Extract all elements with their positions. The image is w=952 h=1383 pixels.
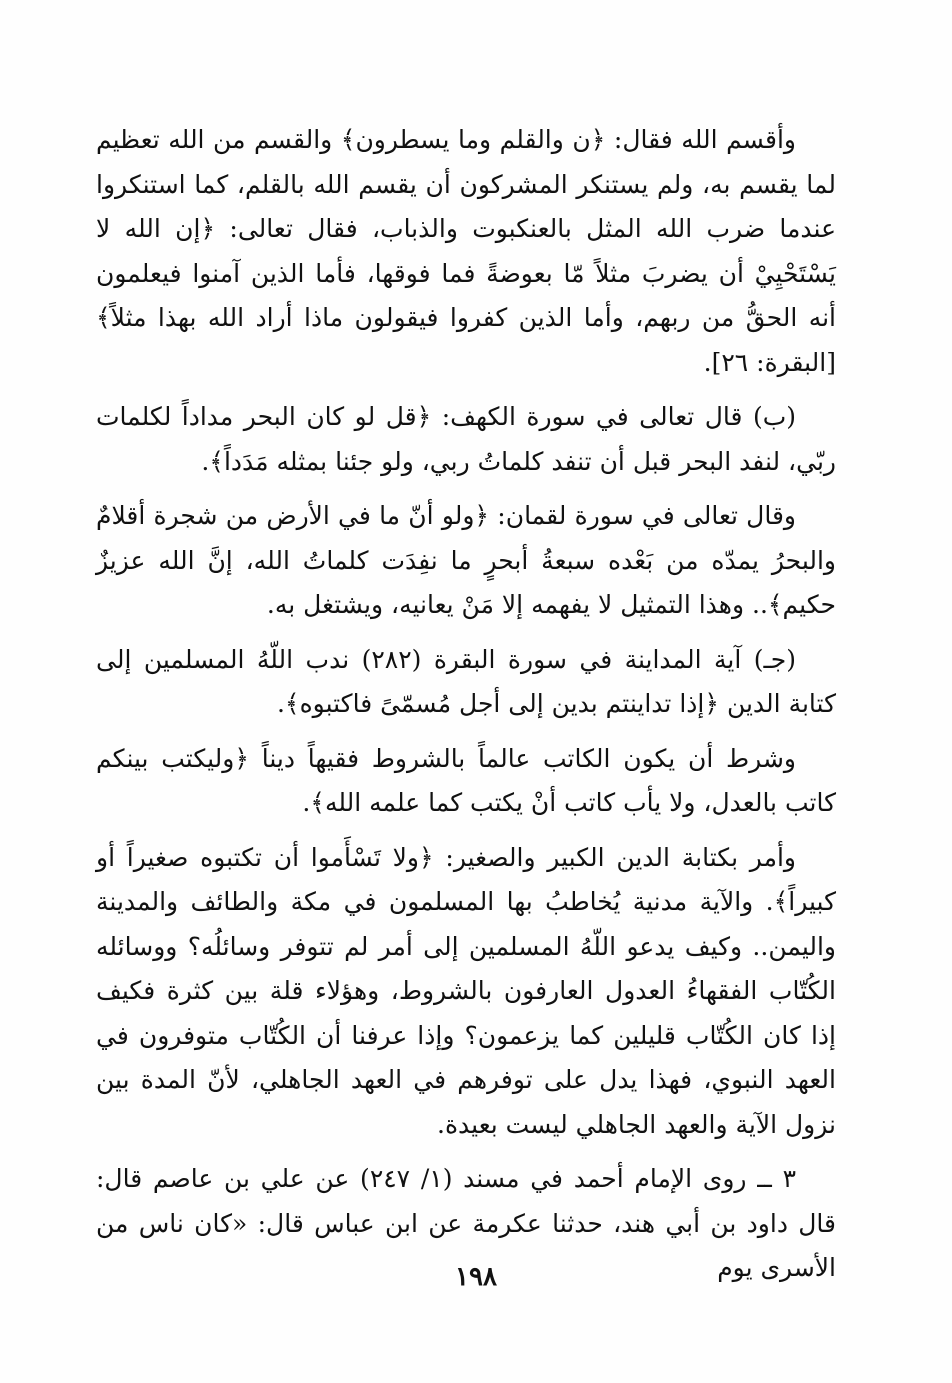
page-number: ١٩٨ (455, 1262, 497, 1292)
paragraph-imam-ahmad: ٣ ــ روى الإمام أحمد في مسند (١/ ٢٤٧) عن علي بن عاصم قال: قال داود بن أبي هند، حدثنا عكرمة عن ابن عباس قال: «كان ناس من الأسرى يوم (96, 1164, 836, 1282)
paragraph-luqman: وقال تعالى في سورة لقمان: ﴿ولو أنّ ما في الأرض من شجرة أقلامٌ والبحرُ يمدّه من بَعْده سبعةُ أبحرٍ ما نفِدَت كلماتُ الله، إنَّ الله عزيزٌ حكيم﴾.. وهذا التمثيل لا يفهمه إلا مَنْ يعانيه، ويشتغل به. (96, 501, 836, 619)
paragraph-qalam-oath: وأقسم الله فقال: ﴿ن والقلم وما يسطرون﴾ والقسم من الله تعظيم لما يقسم به، ولم يستنكر المشركون أن يقسم الله بالقلم، كما استنكروا عندما ضرب الله المثل بالعنكبوت والذباب، فقال تعالى: ﴿إن الله لا يَسْتَحْيِيْ أن يضربَ مثلاً مّا بعوضةً فما فوقها، فأما الذين آمنوا فيعلمون أنه الحقُّ من ربهم، وأما الذين كفروا فيقولون ماذا أراد الله بهذا مثلاً﴾ [البقرة: ٢٦]. (96, 125, 836, 377)
paragraph-writing-debt: وأمر بكتابة الدين الكبير والصغير: ﴿ولا تَسْأَموا أن تكتبوه صغيراً أو كبيراً﴾. والآية مدنية يُخاطبُ بها المسلمون في مكة والطائف والمدينة واليمن.. وكيف يدعو اللّهُ المسلمين إلى أمر لم تتوفر وسائلُه؟ ووسائله الكُتّاب الفقهاءُ العدول العارفون بالشروط، وهؤلاء قلة بين كثرة فكيف إذا كان الكُتّاب قليلين كما يزعمون؟ وإذا عرفنا أن الكُتّاب متوفرون في العهد النبوي، فهذا يدل على توفرهم في العهد الجاهلي، لأنّ المدة بين نزول الآية والعهد الجاهلي ليست بعيدة. (96, 842, 836, 1139)
paragraph-debt-verse: (جـ) آية المداينة في سورة البقرة (٢٨٢) ندب اللّهُ المسلمين إلى كتابة الدين ﴿إذا تداينتم بدين إلى أجل مُسمّىً فاكتبوه﴾. (96, 644, 836, 718)
body-text (96, 118, 836, 1301)
paragraph-scribe-condition: وشرط أن يكون الكاتب عالماً بالشروط فقيهاً ديناً ﴿وليكتب بينكم كاتب بالعدل، ولا يأب كاتب أنْ يكتب كما علمه الله﴾. (96, 743, 836, 817)
paragraph-al-kahf: (ب) قال تعالى في سورة الكهف: ﴿قل لو كان البحر مداداً لكلمات ربّي، لنفد البحر قبل أن تنفد كلماتُ ربي، ولو جئنا بمثله مَدَداً﴾. (96, 402, 836, 476)
